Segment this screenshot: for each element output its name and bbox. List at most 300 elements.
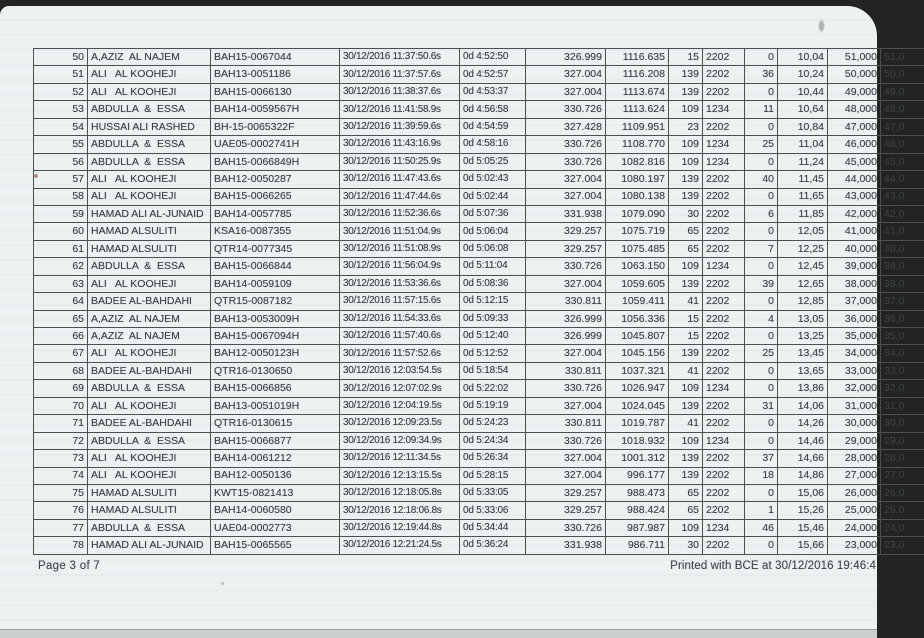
- cell-flight-duration: 0d 5:24:34: [460, 432, 526, 449]
- cell-speed: 1113.674: [606, 83, 669, 100]
- cell-num-b: 2202: [703, 223, 745, 240]
- cell-arrival-time: 30/12/2016 11:47:43.6s: [340, 171, 460, 188]
- cell-arrival-time: 30/12/2016 12:18:05.8s: [340, 484, 460, 501]
- cell-amount: 31,000: [828, 397, 881, 414]
- cell-flight-duration: 0d 5:24:23: [460, 415, 526, 432]
- cell-flight-duration: 0d 5:02:43: [460, 171, 526, 188]
- cell-distance: 330.811: [526, 362, 606, 379]
- cell-distance: 329.257: [526, 223, 606, 240]
- cell-num-a: 139: [669, 171, 703, 188]
- cell-amount-clipped: 46,0: [881, 136, 924, 153]
- cell-distance: 327.004: [526, 83, 606, 100]
- cell-name: ABDULLA & ESSA: [88, 519, 211, 536]
- scan-speck: [34, 174, 38, 178]
- cell-num-b: 2202: [703, 118, 745, 135]
- table-row: [34, 380, 924, 397]
- cell-amount: 39,000: [828, 258, 881, 275]
- cell-amount: 26,000: [828, 484, 881, 501]
- cell-num-d: 11,04: [778, 136, 828, 153]
- cell-distance: 327.004: [526, 171, 606, 188]
- cell-name: HAMAD ALSULITI: [88, 484, 211, 501]
- cell-num-c: 0: [745, 223, 778, 240]
- cell-ring-number: BAH15-0065565: [211, 537, 340, 554]
- cell-amount: 44,000: [828, 171, 881, 188]
- cell-speed: 1079.090: [606, 205, 669, 222]
- cell-speed: 1075.719: [606, 223, 669, 240]
- cell-rank: 70: [34, 397, 88, 414]
- cell-distance: 326.999: [526, 49, 606, 66]
- cell-arrival-time: 30/12/2016 11:43:16.9s: [340, 136, 460, 153]
- cell-speed: 1045.156: [606, 345, 669, 362]
- cell-amount: 23,000: [828, 537, 881, 554]
- cell-ring-number: BAH12-0050287: [211, 171, 340, 188]
- cell-amount-clipped: 27,0: [881, 467, 924, 484]
- cell-flight-duration: 0d 5:06:08: [460, 240, 526, 257]
- cell-amount: 40,000: [828, 240, 881, 257]
- cell-rank: 63: [34, 275, 88, 292]
- cell-distance: 330.811: [526, 293, 606, 310]
- cell-amount-clipped: 33,0: [881, 362, 924, 379]
- cell-distance: 327.004: [526, 450, 606, 467]
- cell-ring-number: BAH14-0059109: [211, 275, 340, 292]
- cell-ring-number: UAE04-0002773: [211, 519, 340, 536]
- cell-num-c: 39: [745, 275, 778, 292]
- cell-num-b: 2202: [703, 83, 745, 100]
- cell-rank: 56: [34, 153, 88, 170]
- cell-num-c: 0: [745, 188, 778, 205]
- cell-rank: 65: [34, 310, 88, 327]
- cell-speed: 996.177: [606, 467, 669, 484]
- cell-distance: 330.726: [526, 153, 606, 170]
- cell-num-a: 30: [669, 537, 703, 554]
- cell-num-d: 12,85: [778, 293, 828, 310]
- cell-arrival-time: 30/12/2016 11:57:15.6s: [340, 293, 460, 310]
- cell-ring-number: BAH14-0060580: [211, 502, 340, 519]
- cell-arrival-time: 30/12/2016 11:53:36.6s: [340, 275, 460, 292]
- cell-num-d: 11,24: [778, 153, 828, 170]
- cell-distance: 326.999: [526, 328, 606, 345]
- cell-num-d: 15,46: [778, 519, 828, 536]
- cell-flight-duration: 0d 5:12:40: [460, 328, 526, 345]
- cell-distance: 330.726: [526, 380, 606, 397]
- table-row: [34, 310, 924, 327]
- cell-num-d: 14,66: [778, 450, 828, 467]
- cell-amount: 35,000: [828, 328, 881, 345]
- cell-arrival-time: 30/12/2016 11:39:59.6s: [340, 118, 460, 135]
- cell-rank: 67: [34, 345, 88, 362]
- cell-amount: 33,000: [828, 362, 881, 379]
- cell-arrival-time: 30/12/2016 11:51:08.9s: [340, 240, 460, 257]
- cell-name: ABDULLA & ESSA: [88, 380, 211, 397]
- results-table: [33, 48, 924, 555]
- cell-rank: 62: [34, 258, 88, 275]
- cell-name: ALI AL KOOHEJI: [88, 171, 211, 188]
- cell-distance: 330.811: [526, 415, 606, 432]
- cell-num-c: 0: [745, 537, 778, 554]
- cell-flight-duration: 0d 5:06:04: [460, 223, 526, 240]
- table-row: [34, 397, 924, 414]
- cell-num-b: 2202: [703, 66, 745, 83]
- table-row: [34, 223, 924, 240]
- cell-ring-number: KSA16-0087355: [211, 223, 340, 240]
- scanned-paper-sheet: [0, 6, 905, 630]
- cell-amount-clipped: 45,0: [881, 153, 924, 170]
- cell-speed: 1024.045: [606, 397, 669, 414]
- cell-name: ALI AL KOOHEJI: [88, 66, 211, 83]
- cell-amount: 24,000: [828, 519, 881, 536]
- cell-num-b: 1234: [703, 101, 745, 118]
- cell-rank: 60: [34, 223, 88, 240]
- cell-flight-duration: 0d 5:26:34: [460, 450, 526, 467]
- cell-flight-duration: 0d 5:19:19: [460, 397, 526, 414]
- cell-name: A,AZIZ AL NAJEM: [88, 310, 211, 327]
- cell-num-d: 10,04: [778, 49, 828, 66]
- cell-rank: 57: [34, 171, 88, 188]
- cell-amount: 49,000: [828, 83, 881, 100]
- cell-distance: 331.938: [526, 205, 606, 222]
- cell-rank: 52: [34, 83, 88, 100]
- cell-num-a: 15: [669, 310, 703, 327]
- cell-num-a: 41: [669, 415, 703, 432]
- cell-rank: 77: [34, 519, 88, 536]
- cell-flight-duration: 0d 5:07:36: [460, 205, 526, 222]
- table-row: [34, 450, 924, 467]
- cell-name: ABDULLA & ESSA: [88, 153, 211, 170]
- cell-amount-clipped: 29,0: [881, 432, 924, 449]
- cell-num-c: 4: [745, 310, 778, 327]
- cell-num-a: 139: [669, 83, 703, 100]
- cell-num-a: 139: [669, 275, 703, 292]
- table-row: [34, 432, 924, 449]
- cell-num-a: 109: [669, 101, 703, 118]
- cell-num-a: 41: [669, 293, 703, 310]
- cell-flight-duration: 0d 5:12:15: [460, 293, 526, 310]
- table-row: [34, 467, 924, 484]
- cell-num-d: 11,45: [778, 171, 828, 188]
- cell-speed: 1037.321: [606, 362, 669, 379]
- cell-num-a: 65: [669, 484, 703, 501]
- scan-speck: [221, 582, 224, 585]
- table-row: [34, 275, 924, 292]
- cell-num-a: 30: [669, 205, 703, 222]
- cell-num-d: 13,45: [778, 345, 828, 362]
- table-row: [34, 328, 924, 345]
- cell-num-a: 109: [669, 432, 703, 449]
- cell-amount: 36,000: [828, 310, 881, 327]
- cell-ring-number: BAH15-0066265: [211, 188, 340, 205]
- cell-arrival-time: 30/12/2016 12:07:02.9s: [340, 380, 460, 397]
- cell-distance: 329.257: [526, 240, 606, 257]
- cell-flight-duration: 0d 5:09:33: [460, 310, 526, 327]
- cell-num-b: 2202: [703, 205, 745, 222]
- cell-num-b: 2202: [703, 275, 745, 292]
- table-row: [34, 66, 924, 83]
- table-row: [34, 502, 924, 519]
- cell-num-c: 0: [745, 380, 778, 397]
- cell-ring-number: BH-15-0065322F: [211, 118, 340, 135]
- cell-flight-duration: 0d 4:56:58: [460, 101, 526, 118]
- table-row: [34, 345, 924, 362]
- cell-flight-duration: 0d 4:53:37: [460, 83, 526, 100]
- cell-speed: 1080.138: [606, 188, 669, 205]
- table-row: [34, 136, 924, 153]
- cell-arrival-time: 30/12/2016 12:04:19.5s: [340, 397, 460, 414]
- cell-num-b: 1234: [703, 153, 745, 170]
- cell-num-a: 23: [669, 118, 703, 135]
- cell-ring-number: BAH14-0059567H: [211, 101, 340, 118]
- cell-speed: 1045.807: [606, 328, 669, 345]
- cell-num-c: 0: [745, 83, 778, 100]
- cell-distance: 330.726: [526, 432, 606, 449]
- cell-ring-number: BAH12-0050123H: [211, 345, 340, 362]
- cell-amount-clipped: 37,0: [881, 293, 924, 310]
- cell-num-b: 2202: [703, 345, 745, 362]
- cell-amount: 41,000: [828, 223, 881, 240]
- cell-num-a: 139: [669, 66, 703, 83]
- cell-amount-clipped: 35,0: [881, 328, 924, 345]
- cell-num-c: 18: [745, 467, 778, 484]
- cell-num-c: 25: [745, 345, 778, 362]
- cell-flight-duration: 0d 4:52:57: [460, 66, 526, 83]
- cell-flight-duration: 0d 5:36:24: [460, 537, 526, 554]
- cell-rank: 76: [34, 502, 88, 519]
- cell-num-b: 2202: [703, 450, 745, 467]
- cell-num-a: 109: [669, 258, 703, 275]
- cell-amount-clipped: 41,0: [881, 223, 924, 240]
- cell-speed: 1109.951: [606, 118, 669, 135]
- table-row: [34, 205, 924, 222]
- cell-num-d: 10,24: [778, 66, 828, 83]
- table-row: [34, 188, 924, 205]
- cell-rank: 59: [34, 205, 88, 222]
- cell-num-c: 6: [745, 205, 778, 222]
- cell-speed: 986.711: [606, 537, 669, 554]
- cell-amount-clipped: 31,0: [881, 397, 924, 414]
- table-row: [34, 101, 924, 118]
- cell-name: HAMAD ALI AL-JUNAID: [88, 205, 211, 222]
- cell-rank: 78: [34, 537, 88, 554]
- cell-amount-clipped: 38,0: [881, 275, 924, 292]
- cell-num-a: 15: [669, 49, 703, 66]
- cell-ring-number: BAH15-0067094H: [211, 328, 340, 345]
- cell-name: ABDULLA & ESSA: [88, 432, 211, 449]
- cell-distance: 330.726: [526, 101, 606, 118]
- cell-amount: 25,000: [828, 502, 881, 519]
- table-row: [34, 258, 924, 275]
- cell-num-b: 1234: [703, 136, 745, 153]
- cell-name: A,AZIZ AL NAJEM: [88, 328, 211, 345]
- cell-amount: 45,000: [828, 153, 881, 170]
- cell-num-b: 2202: [703, 502, 745, 519]
- cell-num-c: 1: [745, 502, 778, 519]
- cell-speed: 1116.208: [606, 66, 669, 83]
- cell-rank: 74: [34, 467, 88, 484]
- cell-rank: 64: [34, 293, 88, 310]
- cell-amount: 50,000: [828, 66, 881, 83]
- cell-speed: 1026.947: [606, 380, 669, 397]
- cell-flight-duration: 0d 5:34:44: [460, 519, 526, 536]
- cell-num-c: 0: [745, 328, 778, 345]
- cell-ring-number: BAH14-0057785: [211, 205, 340, 222]
- cell-flight-duration: 0d 5:11:04: [460, 258, 526, 275]
- cell-ring-number: QTR16-0130615: [211, 415, 340, 432]
- cell-amount: 47,000: [828, 118, 881, 135]
- cell-rank: 50: [34, 49, 88, 66]
- cell-num-d: 13,05: [778, 310, 828, 327]
- cell-ring-number: BAH12-0050136: [211, 467, 340, 484]
- cell-num-c: 0: [745, 49, 778, 66]
- cell-amount-clipped: 36,0: [881, 310, 924, 327]
- cell-flight-duration: 0d 5:08:36: [460, 275, 526, 292]
- cell-speed: 1082.816: [606, 153, 669, 170]
- cell-amount-clipped: 44,0: [881, 171, 924, 188]
- cell-num-b: 2202: [703, 415, 745, 432]
- cell-num-c: 31: [745, 397, 778, 414]
- cell-num-d: 12,65: [778, 275, 828, 292]
- cell-num-d: 13,25: [778, 328, 828, 345]
- cell-distance: 327.004: [526, 345, 606, 362]
- cell-ring-number: BAH15-0066844: [211, 258, 340, 275]
- cell-num-b: 2202: [703, 293, 745, 310]
- cell-num-d: 10,44: [778, 83, 828, 100]
- cell-speed: 1080.197: [606, 171, 669, 188]
- cell-amount-clipped: 23,0: [881, 537, 924, 554]
- cell-arrival-time: 30/12/2016 11:57:52.6s: [340, 345, 460, 362]
- cell-speed: 1108.770: [606, 136, 669, 153]
- cell-distance: 327.004: [526, 188, 606, 205]
- cell-amount: 37,000: [828, 293, 881, 310]
- cell-amount-clipped: 32,0: [881, 380, 924, 397]
- cell-amount-clipped: 30,0: [881, 415, 924, 432]
- cell-num-b: 1234: [703, 258, 745, 275]
- cell-rank: 54: [34, 118, 88, 135]
- cell-num-b: 1234: [703, 380, 745, 397]
- cell-amount: 43,000: [828, 188, 881, 205]
- cell-arrival-time: 30/12/2016 12:21:24.5s: [340, 537, 460, 554]
- cell-num-a: 139: [669, 450, 703, 467]
- page-number: Page 3 of 7: [38, 560, 101, 572]
- cell-rank: 69: [34, 380, 88, 397]
- cell-amount-clipped: 40,0: [881, 240, 924, 257]
- table-row: [34, 171, 924, 188]
- cell-num-b: 2202: [703, 328, 745, 345]
- cell-rank: 73: [34, 450, 88, 467]
- cell-flight-duration: 0d 5:33:06: [460, 502, 526, 519]
- print-info: Printed with BCE at 30/12/2016 19:46:4: [670, 560, 876, 572]
- cell-amount: 51,000: [828, 49, 881, 66]
- cell-ring-number: BAH15-0066130: [211, 83, 340, 100]
- cell-amount: 42,000: [828, 205, 881, 222]
- cell-num-a: 109: [669, 136, 703, 153]
- cell-amount: 38,000: [828, 275, 881, 292]
- table-row: [34, 118, 924, 135]
- cell-num-a: 139: [669, 345, 703, 362]
- cell-num-a: 139: [669, 397, 703, 414]
- cell-num-a: 65: [669, 223, 703, 240]
- cell-ring-number: BAH14-0061212: [211, 450, 340, 467]
- cell-name: HAMAD ALSULITI: [88, 240, 211, 257]
- cell-amount: 29,000: [828, 432, 881, 449]
- cell-rank: 51: [34, 66, 88, 83]
- cell-amount-clipped: 28,0: [881, 450, 924, 467]
- cell-name: A,AZIZ AL NAJEM: [88, 49, 211, 66]
- cell-num-a: 139: [669, 467, 703, 484]
- cell-speed: 1059.411: [606, 293, 669, 310]
- cell-speed: 1001.312: [606, 450, 669, 467]
- cell-num-c: 0: [745, 362, 778, 379]
- cell-arrival-time: 30/12/2016 12:11:34.5s: [340, 450, 460, 467]
- cell-name: HAMAD ALSULITI: [88, 502, 211, 519]
- cell-speed: 1056.336: [606, 310, 669, 327]
- cell-num-b: 2202: [703, 171, 745, 188]
- cell-num-b: 1234: [703, 519, 745, 536]
- cell-speed: 1113.624: [606, 101, 669, 118]
- cell-name: HAMAD ALI AL-JUNAID: [88, 537, 211, 554]
- cell-flight-duration: 0d 5:22:02: [460, 380, 526, 397]
- cell-num-d: 11,65: [778, 188, 828, 205]
- table-row: [34, 83, 924, 100]
- cell-flight-duration: 0d 4:54:59: [460, 118, 526, 135]
- table-row: [34, 519, 924, 536]
- cell-distance: 330.726: [526, 136, 606, 153]
- cell-num-b: 2202: [703, 240, 745, 257]
- cell-amount: 46,000: [828, 136, 881, 153]
- cell-num-c: 0: [745, 484, 778, 501]
- cell-amount-clipped: 49,0: [881, 83, 924, 100]
- cell-num-b: 2202: [703, 188, 745, 205]
- cell-distance: 331.938: [526, 537, 606, 554]
- cell-speed: 988.424: [606, 502, 669, 519]
- cell-num-b: 2202: [703, 537, 745, 554]
- cell-num-a: 109: [669, 153, 703, 170]
- cell-flight-duration: 0d 5:33:05: [460, 484, 526, 501]
- scan-smudge: [818, 19, 825, 33]
- cell-distance: 330.726: [526, 519, 606, 536]
- table-row: [34, 49, 924, 66]
- cell-rank: 75: [34, 484, 88, 501]
- cell-amount: 28,000: [828, 450, 881, 467]
- cell-num-c: 0: [745, 153, 778, 170]
- cell-num-d: 15,06: [778, 484, 828, 501]
- cell-name: ALI AL KOOHEJI: [88, 450, 211, 467]
- cell-rank: 55: [34, 136, 88, 153]
- cell-num-c: 46: [745, 519, 778, 536]
- cell-name: ALI AL KOOHEJI: [88, 397, 211, 414]
- cell-num-a: 15: [669, 328, 703, 345]
- cell-speed: 1063.150: [606, 258, 669, 275]
- cell-arrival-time: 30/12/2016 11:52:36.6s: [340, 205, 460, 222]
- cell-num-d: 15,26: [778, 502, 828, 519]
- cell-name: HUSSAI ALI RASHED: [88, 118, 211, 135]
- cell-arrival-time: 30/12/2016 12:09:23.5s: [340, 415, 460, 432]
- cell-arrival-time: 30/12/2016 12:18:06.8s: [340, 502, 460, 519]
- cell-rank: 66: [34, 328, 88, 345]
- cell-arrival-time: 30/12/2016 12:19:44.8s: [340, 519, 460, 536]
- cell-ring-number: QTR16-0130650: [211, 362, 340, 379]
- cell-ring-number: KWT15-0821413: [211, 484, 340, 501]
- cell-flight-duration: 0d 4:58:16: [460, 136, 526, 153]
- cell-amount: 34,000: [828, 345, 881, 362]
- cell-arrival-time: 30/12/2016 11:47:44.6s: [340, 188, 460, 205]
- cell-name: HAMAD ALSULITI: [88, 223, 211, 240]
- cell-num-a: 109: [669, 519, 703, 536]
- table-row: [34, 362, 924, 379]
- cell-num-a: 65: [669, 502, 703, 519]
- cell-num-d: 13,86: [778, 380, 828, 397]
- cell-speed: 1019.787: [606, 415, 669, 432]
- cell-num-d: 12,05: [778, 223, 828, 240]
- cell-num-c: 7: [745, 240, 778, 257]
